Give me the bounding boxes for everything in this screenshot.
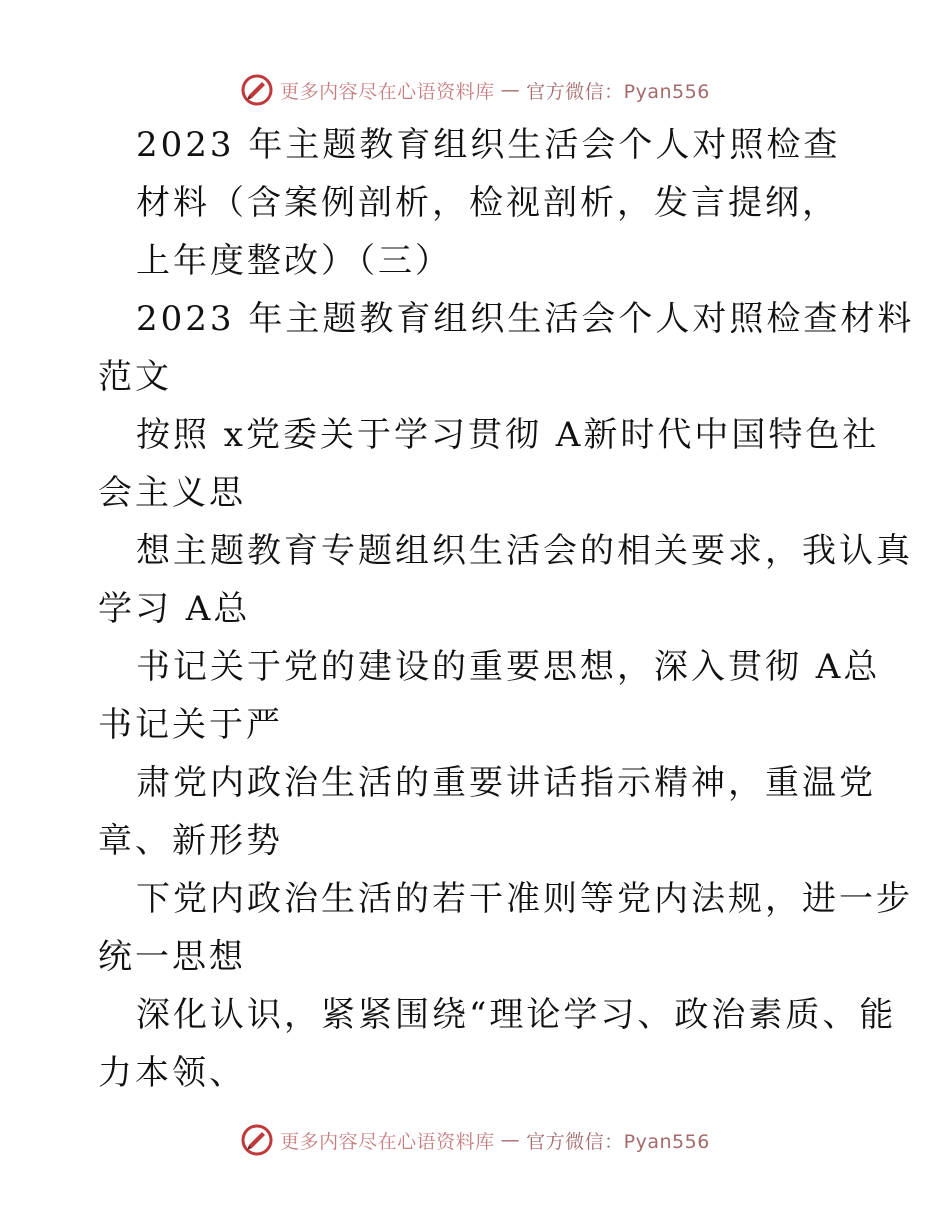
paragraph-line: 统一思想 <box>98 937 246 977</box>
paragraph-line: 书记关于严 <box>98 705 283 745</box>
paragraph-line: 下党内政治生活的若干准则等党内法规，进一步 <box>136 879 913 919</box>
paragraph-line: 章、新形势 <box>98 821 283 861</box>
watermark-text: 更多内容尽在心语资料库 <box>280 80 495 103</box>
pen-logo-icon <box>240 73 274 107</box>
paragraph-line: 范文 <box>98 357 172 397</box>
title-line-2: 材料（含案例剖析，检视剖析，发言提纲， <box>136 183 839 223</box>
paragraph-line: 会主义思 <box>98 473 246 513</box>
header-watermark <box>0 70 950 110</box>
paragraph-line: 想主题教育专题组织生活会的相关要求，我认真 <box>136 531 913 571</box>
paragraph-line: 学习 A总 <box>98 589 251 629</box>
pen-logo-icon <box>240 1123 274 1157</box>
paragraph-line: 肃党内政治生活的重要讲话指示精神，重温党 <box>136 763 876 803</box>
watermark-text: 更多内容尽在心语资料库 <box>280 1130 495 1153</box>
watermark-dash: — <box>500 1129 521 1151</box>
paragraph-line: 2023 年主题教育组织生活会个人对照检查材料 <box>136 299 915 339</box>
paragraph-line: 书记关于党的建设的重要思想，深入贯彻 A总 <box>136 647 881 687</box>
document-body <box>98 116 915 1102</box>
paragraph-line: 深化认识，紧紧围绕“理论学习、政治素质、能 <box>136 995 897 1035</box>
title-line-1: 2023 年主题教育组织生活会个人对照检查 <box>136 125 841 165</box>
watermark-wechat: 官方微信：Pyan556 <box>526 80 710 103</box>
footer-watermark <box>0 1120 950 1160</box>
paragraph-line: 按照 x党委关于学习贯彻 A新时代中国特色社 <box>136 415 880 455</box>
watermark-wechat: 官方微信：Pyan556 <box>526 1130 710 1153</box>
paragraph-line: 力本领、 <box>98 1053 246 1093</box>
watermark-dash: — <box>500 79 521 101</box>
title-line-3: 上年度整改）（三） <box>136 241 452 281</box>
